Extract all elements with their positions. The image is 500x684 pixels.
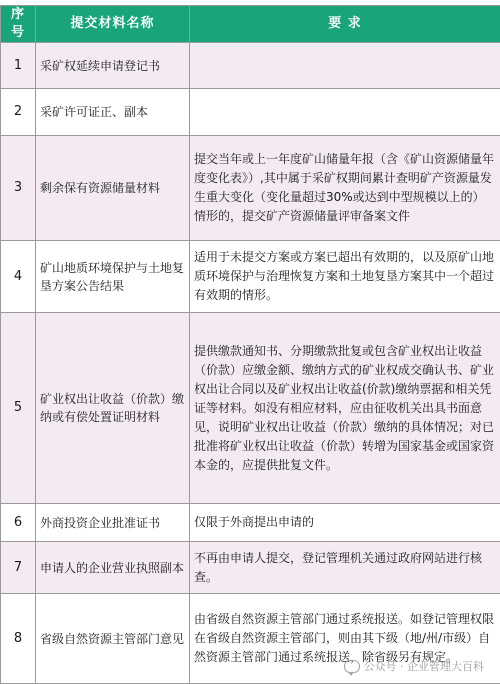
row-req: 仅限于外商提出申请的	[190, 504, 500, 542]
table-row	[1, 241, 500, 313]
header-no: 序号	[1, 6, 36, 43]
row-name: 矿业权出让收益（价款）缴纳或有偿处置证明材料	[36, 313, 190, 504]
table-row	[1, 136, 500, 241]
header-name: 提交材料名称	[36, 6, 190, 43]
materials-table	[0, 5, 500, 684]
watermark	[344, 658, 485, 674]
row-name: 采矿许可证正、副本	[36, 89, 190, 136]
row-req: 不再由申请人提交，登记管理机关通过政府网站进行核查。	[190, 542, 500, 594]
row-req: 提供缴款通知书、分期缴款批复或包含矿业权出让收益（价款）应缴金额、缴纳方式的矿业权成交确认书、矿业权出让合同以及矿业权出让收益(价款)缴纳票据和相关凭证等材料。如没有相应材料，应由征收机关出具书面意见，说明矿业权出让收益（价款）缴纳的具体情况；对已批准将矿业权出让收益（价款）转增为国家基金或国家资本金的，应提供批复文件。	[190, 313, 500, 504]
row-req: 提交当年或上一年度矿山储量年报（含《矿山资源储量年度变化表》）,其中属于采矿权期间累计查明矿产资源量发生重大变化（变化量超过30%或达到中型规模以上的）情形的，提交矿产资源储量评审备案文件	[190, 136, 500, 241]
row-no: 5	[1, 313, 36, 504]
row-no: 6	[1, 504, 36, 542]
table-row	[1, 43, 500, 89]
table-row	[1, 313, 500, 504]
row-req	[190, 89, 500, 136]
table-header-row	[1, 6, 500, 43]
row-no: 4	[1, 241, 36, 313]
table-row	[1, 542, 500, 594]
row-name: 外商投资企业批准证书	[36, 504, 190, 542]
row-name: 矿山地质环境保护与土地复垦方案公告结果	[36, 241, 190, 313]
watermark-text: 公众号 · 企业管理大百科	[364, 658, 485, 674]
row-name: 申请人的企业营业执照副本	[36, 542, 190, 594]
row-req: 适用于未提交方案或方案已超出有效期的，以及原矿山地质环境保护与治理恢复方案和土地复垦方案其中一个超过有效期的情形。	[190, 241, 500, 313]
row-req	[190, 43, 500, 89]
wechat-icon	[344, 660, 360, 673]
row-no: 3	[1, 136, 36, 241]
row-no: 1	[1, 43, 36, 89]
row-name: 省级自然资源主管部门意见	[36, 594, 190, 684]
row-no: 2	[1, 89, 36, 136]
header-req: 要 求	[190, 6, 500, 43]
row-name: 剩余保有资源储量材料	[36, 136, 190, 241]
row-req: 由省级自然资源主管部门通过系统报送。如登记管理权限在省级自然资源主管部门，则由其下级（地/州/市级）自然资源主管部门通过系统报送，除省级另有规定。	[190, 594, 500, 684]
row-name: 采矿权延续申请登记书	[36, 43, 190, 89]
table-row	[1, 504, 500, 542]
row-no: 7	[1, 542, 36, 594]
row-no: 8	[1, 594, 36, 684]
table-row	[1, 89, 500, 136]
